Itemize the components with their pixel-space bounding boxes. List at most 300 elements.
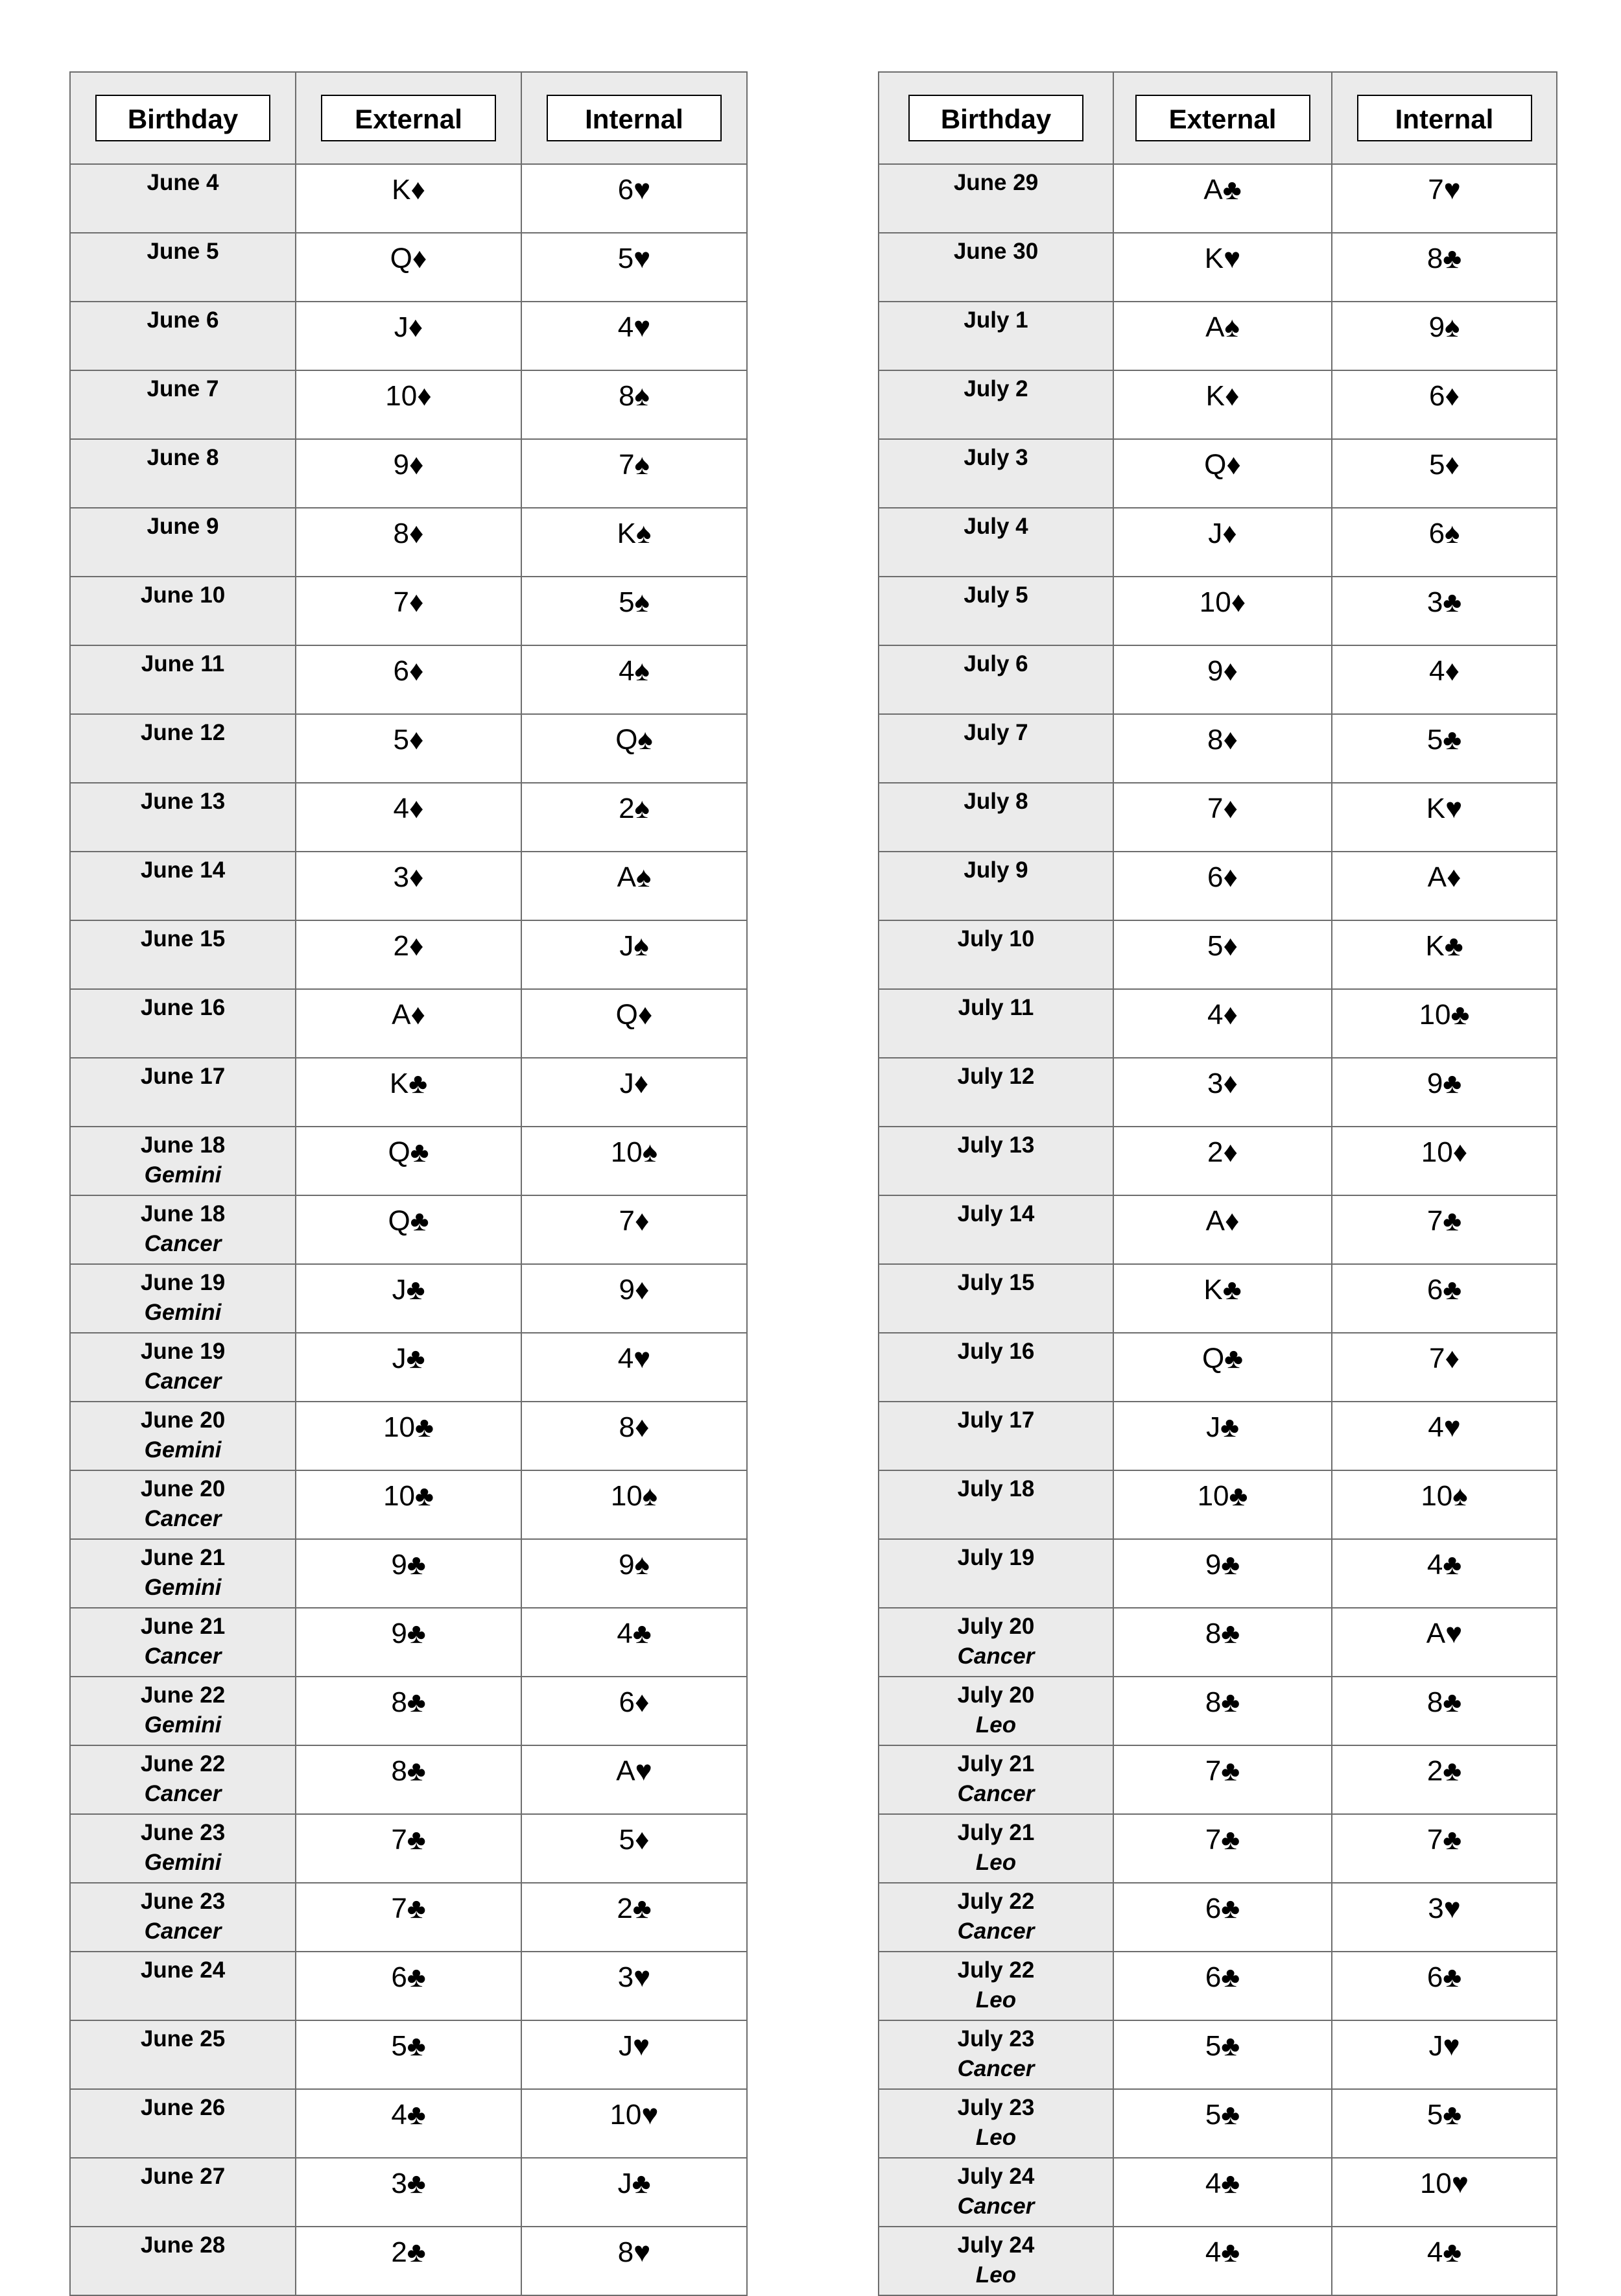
zodiac-sign: Cancer — [957, 2056, 1035, 2081]
internal-card-cell: 4♣ — [1332, 2227, 1557, 2295]
table-row — [70, 920, 747, 989]
internal-card-cell: 5♦ — [1332, 439, 1557, 508]
table-row — [70, 370, 747, 439]
external-card-cell: 6♦ — [296, 645, 521, 714]
internal-card-cell: 4♣ — [1332, 1539, 1557, 1608]
internal-card-cell: 10♠ — [521, 1127, 747, 1195]
birthday-cell — [70, 302, 296, 370]
birthday-cell — [70, 852, 296, 920]
internal-card-cell: 7♣ — [1332, 1195, 1557, 1264]
birthday-date: July 23 — [957, 2095, 1035, 2120]
external-card-cell: A♣ — [1113, 164, 1332, 233]
external-card-cell: J♦ — [296, 302, 521, 370]
birthday-date: June 21 — [140, 1614, 226, 1639]
birthday-date: June 5 — [147, 239, 219, 264]
table-row — [879, 1127, 1557, 1195]
table-row — [879, 645, 1557, 714]
birthday-cell — [70, 2020, 296, 2089]
birthday-date: June 7 — [147, 376, 219, 401]
table-row — [70, 1745, 747, 1814]
external-card-cell: J♣ — [296, 1264, 521, 1333]
birthday-date: June 8 — [147, 445, 219, 470]
table-row — [70, 508, 747, 577]
header-cell-birthday — [70, 72, 296, 164]
birthday-date: June 26 — [140, 2095, 226, 2120]
zodiac-sign: Leo — [975, 2262, 1017, 2288]
birthday-cell — [879, 2227, 1113, 2295]
birthday-date: July 1 — [964, 307, 1028, 333]
birthday-cell — [70, 233, 296, 302]
table-row — [70, 1470, 747, 1539]
birthday-date: June 19 — [140, 1270, 226, 1295]
birthday-cell — [70, 1814, 296, 1883]
external-card-cell: 6♦ — [1113, 852, 1332, 920]
zodiac-sign: Cancer — [144, 1644, 222, 1669]
external-card-cell: 2♣ — [296, 2227, 521, 2295]
zodiac-sign: Gemini — [144, 1162, 222, 1188]
header-cell-internal — [521, 72, 747, 164]
birthday-date: June 16 — [140, 995, 226, 1020]
external-card-cell: Q♣ — [1113, 1333, 1332, 1402]
birthday-date: July 21 — [957, 1751, 1035, 1776]
table-row — [70, 2020, 747, 2089]
zodiac-sign: Cancer — [144, 1919, 222, 1944]
birthday-cell — [879, 1539, 1113, 1608]
birthday-cell — [879, 1745, 1113, 1814]
birthday-cell — [879, 1333, 1113, 1402]
birthday-cell — [879, 1470, 1113, 1539]
table-row — [879, 783, 1557, 852]
birthday-cell — [879, 1058, 1113, 1127]
table-row — [879, 1058, 1557, 1127]
birthday-cell — [70, 1333, 296, 1402]
internal-card-cell: 4♠ — [521, 645, 747, 714]
external-card-cell: 2♦ — [1113, 1127, 1332, 1195]
external-card-cell: 3♣ — [296, 2158, 521, 2227]
table-row — [70, 1677, 747, 1745]
table-row — [879, 1677, 1557, 1745]
birthday-cell — [879, 1195, 1113, 1264]
birthday-cell — [879, 2020, 1113, 2089]
birthday-date: June 23 — [140, 1820, 226, 1845]
internal-card-cell: 6♣ — [1332, 1264, 1557, 1333]
table-row — [70, 1127, 747, 1195]
birthday-cell — [70, 783, 296, 852]
external-card-cell: 4♦ — [1113, 989, 1332, 1058]
table-row — [879, 852, 1557, 920]
external-card-cell: 10♣ — [1113, 1470, 1332, 1539]
birthday-date: July 17 — [957, 1407, 1035, 1433]
birthday-date: June 22 — [140, 1751, 226, 1776]
internal-card-cell: 9♠ — [521, 1539, 747, 1608]
birthday-date: July 13 — [957, 1132, 1035, 1158]
birthday-date: June 28 — [140, 2232, 226, 2258]
birthday-date: June 24 — [140, 1957, 226, 1983]
birthday-date: July 22 — [957, 1889, 1035, 1914]
table-row — [70, 1402, 747, 1470]
birthday-date: June 22 — [140, 1682, 226, 1708]
table-row — [70, 577, 747, 645]
external-card-cell: 7♦ — [296, 577, 521, 645]
birthday-cell — [70, 920, 296, 989]
header-label-external: External — [321, 95, 496, 141]
external-card-cell: 8♦ — [1113, 714, 1332, 783]
internal-card-cell: J♣ — [521, 2158, 747, 2227]
table-row — [879, 1814, 1557, 1883]
birthday-cell — [70, 1608, 296, 1677]
birthday-date: July 24 — [957, 2164, 1035, 2189]
internal-card-cell: 10♥ — [521, 2089, 747, 2158]
internal-card-cell: 5♥ — [521, 233, 747, 302]
birthday-cell — [879, 1952, 1113, 2020]
external-card-cell: 8♦ — [296, 508, 521, 577]
table-row — [70, 1814, 747, 1883]
birthday-cell — [70, 1195, 296, 1264]
internal-card-cell: 5♣ — [1332, 714, 1557, 783]
birthday-date: June 15 — [140, 926, 226, 951]
table-row — [70, 852, 747, 920]
external-card-cell: 9♦ — [296, 439, 521, 508]
internal-card-cell: 3♥ — [521, 1952, 747, 2020]
internal-card-cell: 8♠ — [521, 370, 747, 439]
zodiac-sign: Gemini — [144, 1575, 222, 1600]
birthday-date: June 17 — [140, 1064, 226, 1089]
internal-card-cell: K♥ — [1332, 783, 1557, 852]
birthday-cell — [70, 2227, 296, 2295]
birthday-date: June 29 — [953, 170, 1039, 195]
birthday-cell — [879, 1883, 1113, 1952]
header-cell-external — [296, 72, 521, 164]
birthday-cell — [879, 302, 1113, 370]
internal-card-cell: 7♠ — [521, 439, 747, 508]
table-row — [879, 1608, 1557, 1677]
birthday-cell — [70, 370, 296, 439]
external-card-cell: 9♣ — [296, 1608, 521, 1677]
zodiac-sign: Cancer — [144, 1506, 222, 1531]
zodiac-sign: Cancer — [144, 1231, 222, 1256]
external-card-cell: K♦ — [296, 164, 521, 233]
external-card-cell: Q♣ — [296, 1195, 521, 1264]
header-label-internal: Internal — [1357, 95, 1532, 141]
internal-card-cell: 5♦ — [521, 1814, 747, 1883]
table-row — [70, 714, 747, 783]
birthday-date: July 16 — [957, 1339, 1035, 1364]
birthday-date: June 10 — [140, 582, 226, 608]
birthday-card-table-right — [878, 71, 1557, 2296]
table-row — [879, 233, 1557, 302]
external-card-cell: 7♣ — [1113, 1814, 1332, 1883]
birthday-date: June 18 — [140, 1201, 226, 1226]
internal-card-cell: 6♠ — [1332, 508, 1557, 577]
birthday-cell — [879, 852, 1113, 920]
birthday-date: July 10 — [957, 926, 1035, 951]
birthday-cell — [70, 1883, 296, 1952]
external-card-cell: 8♣ — [296, 1677, 521, 1745]
birthday-date: June 6 — [147, 307, 219, 333]
table-row — [879, 302, 1557, 370]
internal-card-cell: A♥ — [521, 1745, 747, 1814]
zodiac-sign: Leo — [975, 2125, 1017, 2150]
table-row — [879, 439, 1557, 508]
table-row — [70, 233, 747, 302]
internal-card-cell: A♦ — [1332, 852, 1557, 920]
internal-card-cell: 10♥ — [1332, 2158, 1557, 2227]
zodiac-sign: Cancer — [957, 2194, 1035, 2219]
zodiac-sign: Gemini — [144, 1300, 222, 1325]
external-card-cell: J♦ — [1113, 508, 1332, 577]
header-row — [70, 72, 747, 164]
birthday-cell — [879, 989, 1113, 1058]
birthday-cell — [879, 164, 1113, 233]
birthday-date: June 19 — [140, 1339, 226, 1364]
table-row — [70, 1264, 747, 1333]
birthday-cell — [879, 439, 1113, 508]
birthday-cell — [879, 783, 1113, 852]
birthday-cell — [879, 577, 1113, 645]
external-card-cell: 4♦ — [296, 783, 521, 852]
birthday-date: July 24 — [957, 2232, 1035, 2258]
birthday-date: June 27 — [140, 2164, 226, 2189]
birthday-cell — [879, 1814, 1113, 1883]
birthday-date: July 4 — [964, 514, 1028, 539]
birthday-date: July 22 — [957, 1957, 1035, 1983]
birthday-date: June 23 — [140, 1889, 226, 1914]
external-card-cell: A♠ — [1113, 302, 1332, 370]
table-row — [879, 1333, 1557, 1402]
internal-card-cell: K♣ — [1332, 920, 1557, 989]
external-card-cell: 8♣ — [296, 1745, 521, 1814]
birthday-cell — [879, 1264, 1113, 1333]
table-row — [70, 2089, 747, 2158]
external-card-cell: 3♦ — [296, 852, 521, 920]
birthday-cell — [70, 2158, 296, 2227]
zodiac-sign: Leo — [975, 1987, 1017, 2013]
internal-card-cell: 6♣ — [1332, 1952, 1557, 2020]
table-row — [879, 1264, 1557, 1333]
internal-card-cell: 3♥ — [1332, 1883, 1557, 1952]
internal-card-cell: 6♥ — [521, 164, 747, 233]
birthday-cell — [70, 1539, 296, 1608]
internal-card-cell: J♥ — [1332, 2020, 1557, 2089]
external-card-cell: 2♦ — [296, 920, 521, 989]
birthday-cell — [879, 233, 1113, 302]
table-row — [70, 645, 747, 714]
birthday-date: June 18 — [140, 1132, 226, 1158]
zodiac-sign: Leo — [975, 1850, 1017, 1875]
external-card-cell: Q♣ — [296, 1127, 521, 1195]
external-card-cell: 10♦ — [1113, 577, 1332, 645]
birthday-date: July 14 — [957, 1201, 1035, 1226]
table-row — [70, 1195, 747, 1264]
birthday-date: June 20 — [140, 1476, 226, 1501]
internal-card-cell: Q♠ — [521, 714, 747, 783]
table-row — [879, 508, 1557, 577]
external-card-cell: 10♣ — [296, 1402, 521, 1470]
internal-card-cell: J♠ — [521, 920, 747, 989]
table-row — [70, 1333, 747, 1402]
birthday-cell — [879, 1677, 1113, 1745]
internal-card-cell: 6♦ — [521, 1677, 747, 1745]
external-card-cell: K♣ — [296, 1058, 521, 1127]
external-card-cell: 4♣ — [1113, 2227, 1332, 2295]
internal-card-cell: A♥ — [1332, 1608, 1557, 1677]
birthday-cell — [70, 577, 296, 645]
internal-card-cell: 5♣ — [1332, 2089, 1557, 2158]
table-row — [70, 1058, 747, 1127]
birthday-date: July 11 — [958, 995, 1034, 1020]
external-card-cell: 7♣ — [296, 1814, 521, 1883]
internal-card-cell: 8♥ — [521, 2227, 747, 2295]
birthday-date: June 12 — [140, 720, 226, 745]
birthday-cell — [879, 645, 1113, 714]
birthday-cell — [879, 1608, 1113, 1677]
birthday-date: June 21 — [140, 1545, 226, 1570]
external-card-cell: 7♣ — [296, 1883, 521, 1952]
external-card-cell: Q♦ — [296, 233, 521, 302]
birthday-cell — [70, 1470, 296, 1539]
birthday-cell — [70, 1952, 296, 2020]
external-card-cell: 4♣ — [1113, 2158, 1332, 2227]
birthday-date: June 9 — [147, 514, 219, 539]
birthday-date: July 18 — [957, 1476, 1035, 1501]
internal-card-cell: 7♣ — [1332, 1814, 1557, 1883]
external-card-cell: K♦ — [1113, 370, 1332, 439]
birthday-cell — [879, 1127, 1113, 1195]
birthday-cell — [70, 1058, 296, 1127]
birthday-date: July 19 — [957, 1545, 1035, 1570]
header-cell-internal — [1332, 72, 1557, 164]
zodiac-sign: Gemini — [144, 1712, 222, 1738]
external-card-cell: 7♦ — [1113, 783, 1332, 852]
birthday-cell — [70, 1402, 296, 1470]
external-card-cell: 5♦ — [296, 714, 521, 783]
birthday-date: June 14 — [140, 857, 226, 883]
external-card-cell: 4♣ — [296, 2089, 521, 2158]
internal-card-cell: 4♥ — [1332, 1402, 1557, 1470]
table-row — [70, 1883, 747, 1952]
zodiac-sign: Gemini — [144, 1850, 222, 1875]
birthday-date: June 20 — [140, 1407, 226, 1433]
internal-card-cell: 10♣ — [1332, 989, 1557, 1058]
birthday-cell — [879, 1402, 1113, 1470]
internal-card-cell: 10♦ — [1332, 1127, 1557, 1195]
internal-card-cell: 6♦ — [1332, 370, 1557, 439]
birthday-date: July 5 — [964, 582, 1028, 608]
birthday-date: June 25 — [140, 2026, 226, 2051]
birthday-date: June 13 — [140, 789, 226, 814]
zodiac-sign: Cancer — [144, 1781, 222, 1806]
internal-card-cell: 8♦ — [521, 1402, 747, 1470]
external-card-cell: 6♣ — [1113, 1952, 1332, 2020]
birthday-cell — [70, 164, 296, 233]
external-card-cell: 9♦ — [1113, 645, 1332, 714]
birthday-date: July 8 — [964, 789, 1028, 814]
birthday-date: July 3 — [964, 445, 1028, 470]
table-row — [879, 714, 1557, 783]
birthday-date: July 6 — [964, 651, 1028, 676]
internal-card-cell: Q♦ — [521, 989, 747, 1058]
table-row — [879, 2158, 1557, 2227]
internal-card-cell: J♥ — [521, 2020, 747, 2089]
external-card-cell: 3♦ — [1113, 1058, 1332, 1127]
table-row — [879, 164, 1557, 233]
birthday-date: July 2 — [964, 376, 1028, 401]
birthday-cell — [70, 1127, 296, 1195]
external-card-cell: J♣ — [296, 1333, 521, 1402]
zodiac-sign: Leo — [975, 1712, 1017, 1738]
birthday-date: July 20 — [957, 1614, 1035, 1639]
table-row — [70, 989, 747, 1058]
birthday-cell — [879, 920, 1113, 989]
birthday-cell — [879, 714, 1113, 783]
birthday-date: July 15 — [957, 1270, 1035, 1295]
table-row — [70, 1539, 747, 1608]
external-card-cell: 5♣ — [296, 2020, 521, 2089]
internal-card-cell: 3♣ — [1332, 577, 1557, 645]
birthday-cell — [70, 989, 296, 1058]
table-row — [879, 1195, 1557, 1264]
external-card-cell: 10♣ — [296, 1470, 521, 1539]
birthday-card-table-left — [69, 71, 748, 2296]
internal-card-cell: 9♦ — [521, 1264, 747, 1333]
birthday-cell — [70, 645, 296, 714]
external-card-cell: A♦ — [296, 989, 521, 1058]
header-cell-external — [1113, 72, 1332, 164]
table-row — [70, 302, 747, 370]
table-row — [70, 2158, 747, 2227]
table-row — [879, 577, 1557, 645]
internal-card-cell: 4♦ — [1332, 645, 1557, 714]
external-card-cell: 5♣ — [1113, 2020, 1332, 2089]
birthday-cell — [70, 439, 296, 508]
internal-card-cell: 2♣ — [521, 1883, 747, 1952]
internal-card-cell: 7♦ — [521, 1195, 747, 1264]
table-row — [879, 2227, 1557, 2295]
table-row — [70, 164, 747, 233]
birthday-cell — [70, 714, 296, 783]
birthday-cell — [879, 2158, 1113, 2227]
table-row — [70, 2227, 747, 2295]
header-row — [879, 72, 1557, 164]
birthday-cell — [70, 1264, 296, 1333]
birthday-date: July 12 — [957, 1064, 1035, 1089]
birthday-date: June 11 — [141, 651, 225, 676]
external-card-cell: K♥ — [1113, 233, 1332, 302]
birthday-cell — [70, 1745, 296, 1814]
header-label-internal: Internal — [547, 95, 722, 141]
internal-card-cell: 8♣ — [1332, 1677, 1557, 1745]
internal-card-cell: 9♠ — [1332, 302, 1557, 370]
table-row — [879, 1745, 1557, 1814]
zodiac-sign: Cancer — [144, 1369, 222, 1394]
table-row — [70, 1952, 747, 2020]
birthday-date: July 9 — [964, 857, 1028, 883]
external-card-cell: 6♣ — [1113, 1883, 1332, 1952]
table-row — [879, 1883, 1557, 1952]
external-card-cell: 9♣ — [296, 1539, 521, 1608]
zodiac-sign: Cancer — [957, 1644, 1035, 1669]
internal-card-cell: 2♣ — [1332, 1745, 1557, 1814]
internal-card-cell: 5♠ — [521, 577, 747, 645]
external-card-cell: 10♦ — [296, 370, 521, 439]
birthday-cell — [879, 370, 1113, 439]
table-row — [70, 1608, 747, 1677]
external-card-cell: 8♣ — [1113, 1677, 1332, 1745]
external-card-cell: 6♣ — [296, 1952, 521, 2020]
header-cell-birthday — [879, 72, 1113, 164]
internal-card-cell: 7♥ — [1332, 164, 1557, 233]
external-card-cell: 5♦ — [1113, 920, 1332, 989]
